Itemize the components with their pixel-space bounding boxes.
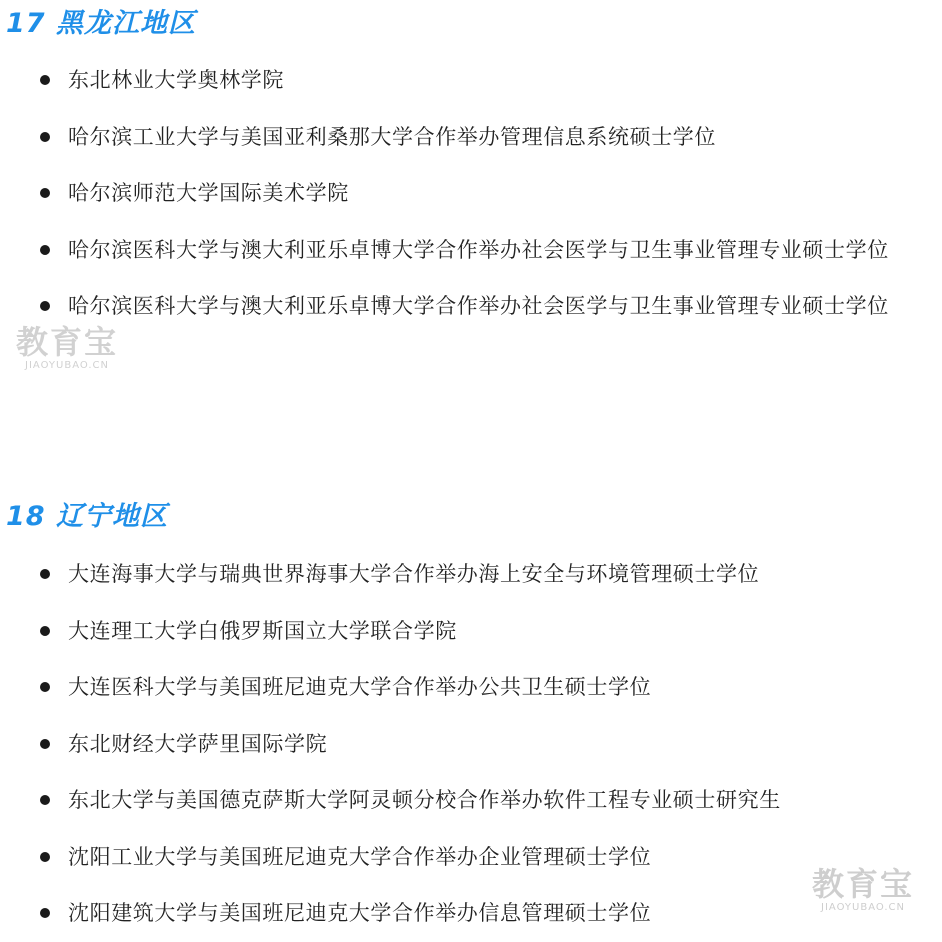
list-item (0, 716, 942, 773)
list-item-text: 沈阳工业大学与美国班尼迪克大学合作举办企业管理硕士学位 (68, 844, 652, 869)
bullet-icon (40, 569, 50, 579)
list-item-text: 东北财经大学萨里国际学院 (68, 731, 328, 756)
bullet-icon (40, 682, 50, 692)
bullet-icon (40, 75, 50, 85)
list-item-text: 东北大学与美国德克萨斯大学阿灵顿分校合作举办软件工程专业硕士研究生 (68, 788, 781, 812)
list-item-text: 大连海事大学与瑞典世界海事大学合作举办海上安全与环境管理硕士学位 (68, 562, 760, 586)
list-item-text: 哈尔滨医科大学与澳大利亚乐卓博大学合作举办社会医学与卫生事业管理专业硕士学位 (68, 237, 889, 262)
list-item-text: 哈尔滨医科大学与澳大利亚乐卓博大学合作举办社会医学与卫生事业管理专业硕士学位 (68, 294, 889, 318)
list-item (0, 109, 942, 166)
list-item (0, 603, 942, 660)
watermark-logo-text: 教育宝 (16, 323, 119, 361)
bullet-icon (40, 739, 50, 749)
list-item (0, 278, 942, 335)
list-item (0, 546, 942, 603)
list-item-text: 哈尔滨师范大学国际美术学院 (68, 181, 349, 205)
watermark-logo-url: JIAOYUBAO.CN (25, 360, 109, 371)
bullet-icon (40, 245, 50, 255)
list-item-text: 大连医科大学与美国班尼迪克大学合作举办公共卫生硕士学位 (68, 675, 652, 699)
section-heading-liaoning: 18 辽宁地区 (6, 501, 168, 532)
bullet-icon (40, 795, 50, 805)
section-heading-heilongjiang: 17 黑龙江地区 (6, 8, 196, 39)
watermark-logo-url: JIAOYUBAO.CN (821, 902, 905, 913)
list-item (0, 52, 942, 109)
list-item (0, 222, 942, 279)
bullet-icon (40, 908, 50, 918)
list-item (0, 165, 942, 222)
list-item (0, 772, 942, 829)
school-list-liaoning (0, 546, 942, 942)
list-item-text: 沈阳建筑大学与美国班尼迪克大学合作举办信息管理硕士学位 (68, 901, 652, 925)
bullet-icon (40, 852, 50, 862)
list-item (0, 885, 942, 942)
list-item-text: 大连理工大学白俄罗斯国立大学联合学院 (68, 618, 457, 643)
bullet-icon (40, 132, 50, 142)
bullet-icon (40, 188, 50, 198)
list-item-text: 东北林业大学奥林学院 (68, 68, 284, 92)
watermark-logo-text: 教育宝 (812, 865, 915, 903)
list-item-text: 哈尔滨工业大学与美国亚利桑那大学合作举办管理信息系统硕士学位 (68, 124, 716, 149)
bullet-icon (40, 626, 50, 636)
school-list-heilongjiang (0, 52, 942, 335)
bullet-icon (40, 301, 50, 311)
list-item (0, 829, 942, 886)
list-item (0, 659, 942, 716)
